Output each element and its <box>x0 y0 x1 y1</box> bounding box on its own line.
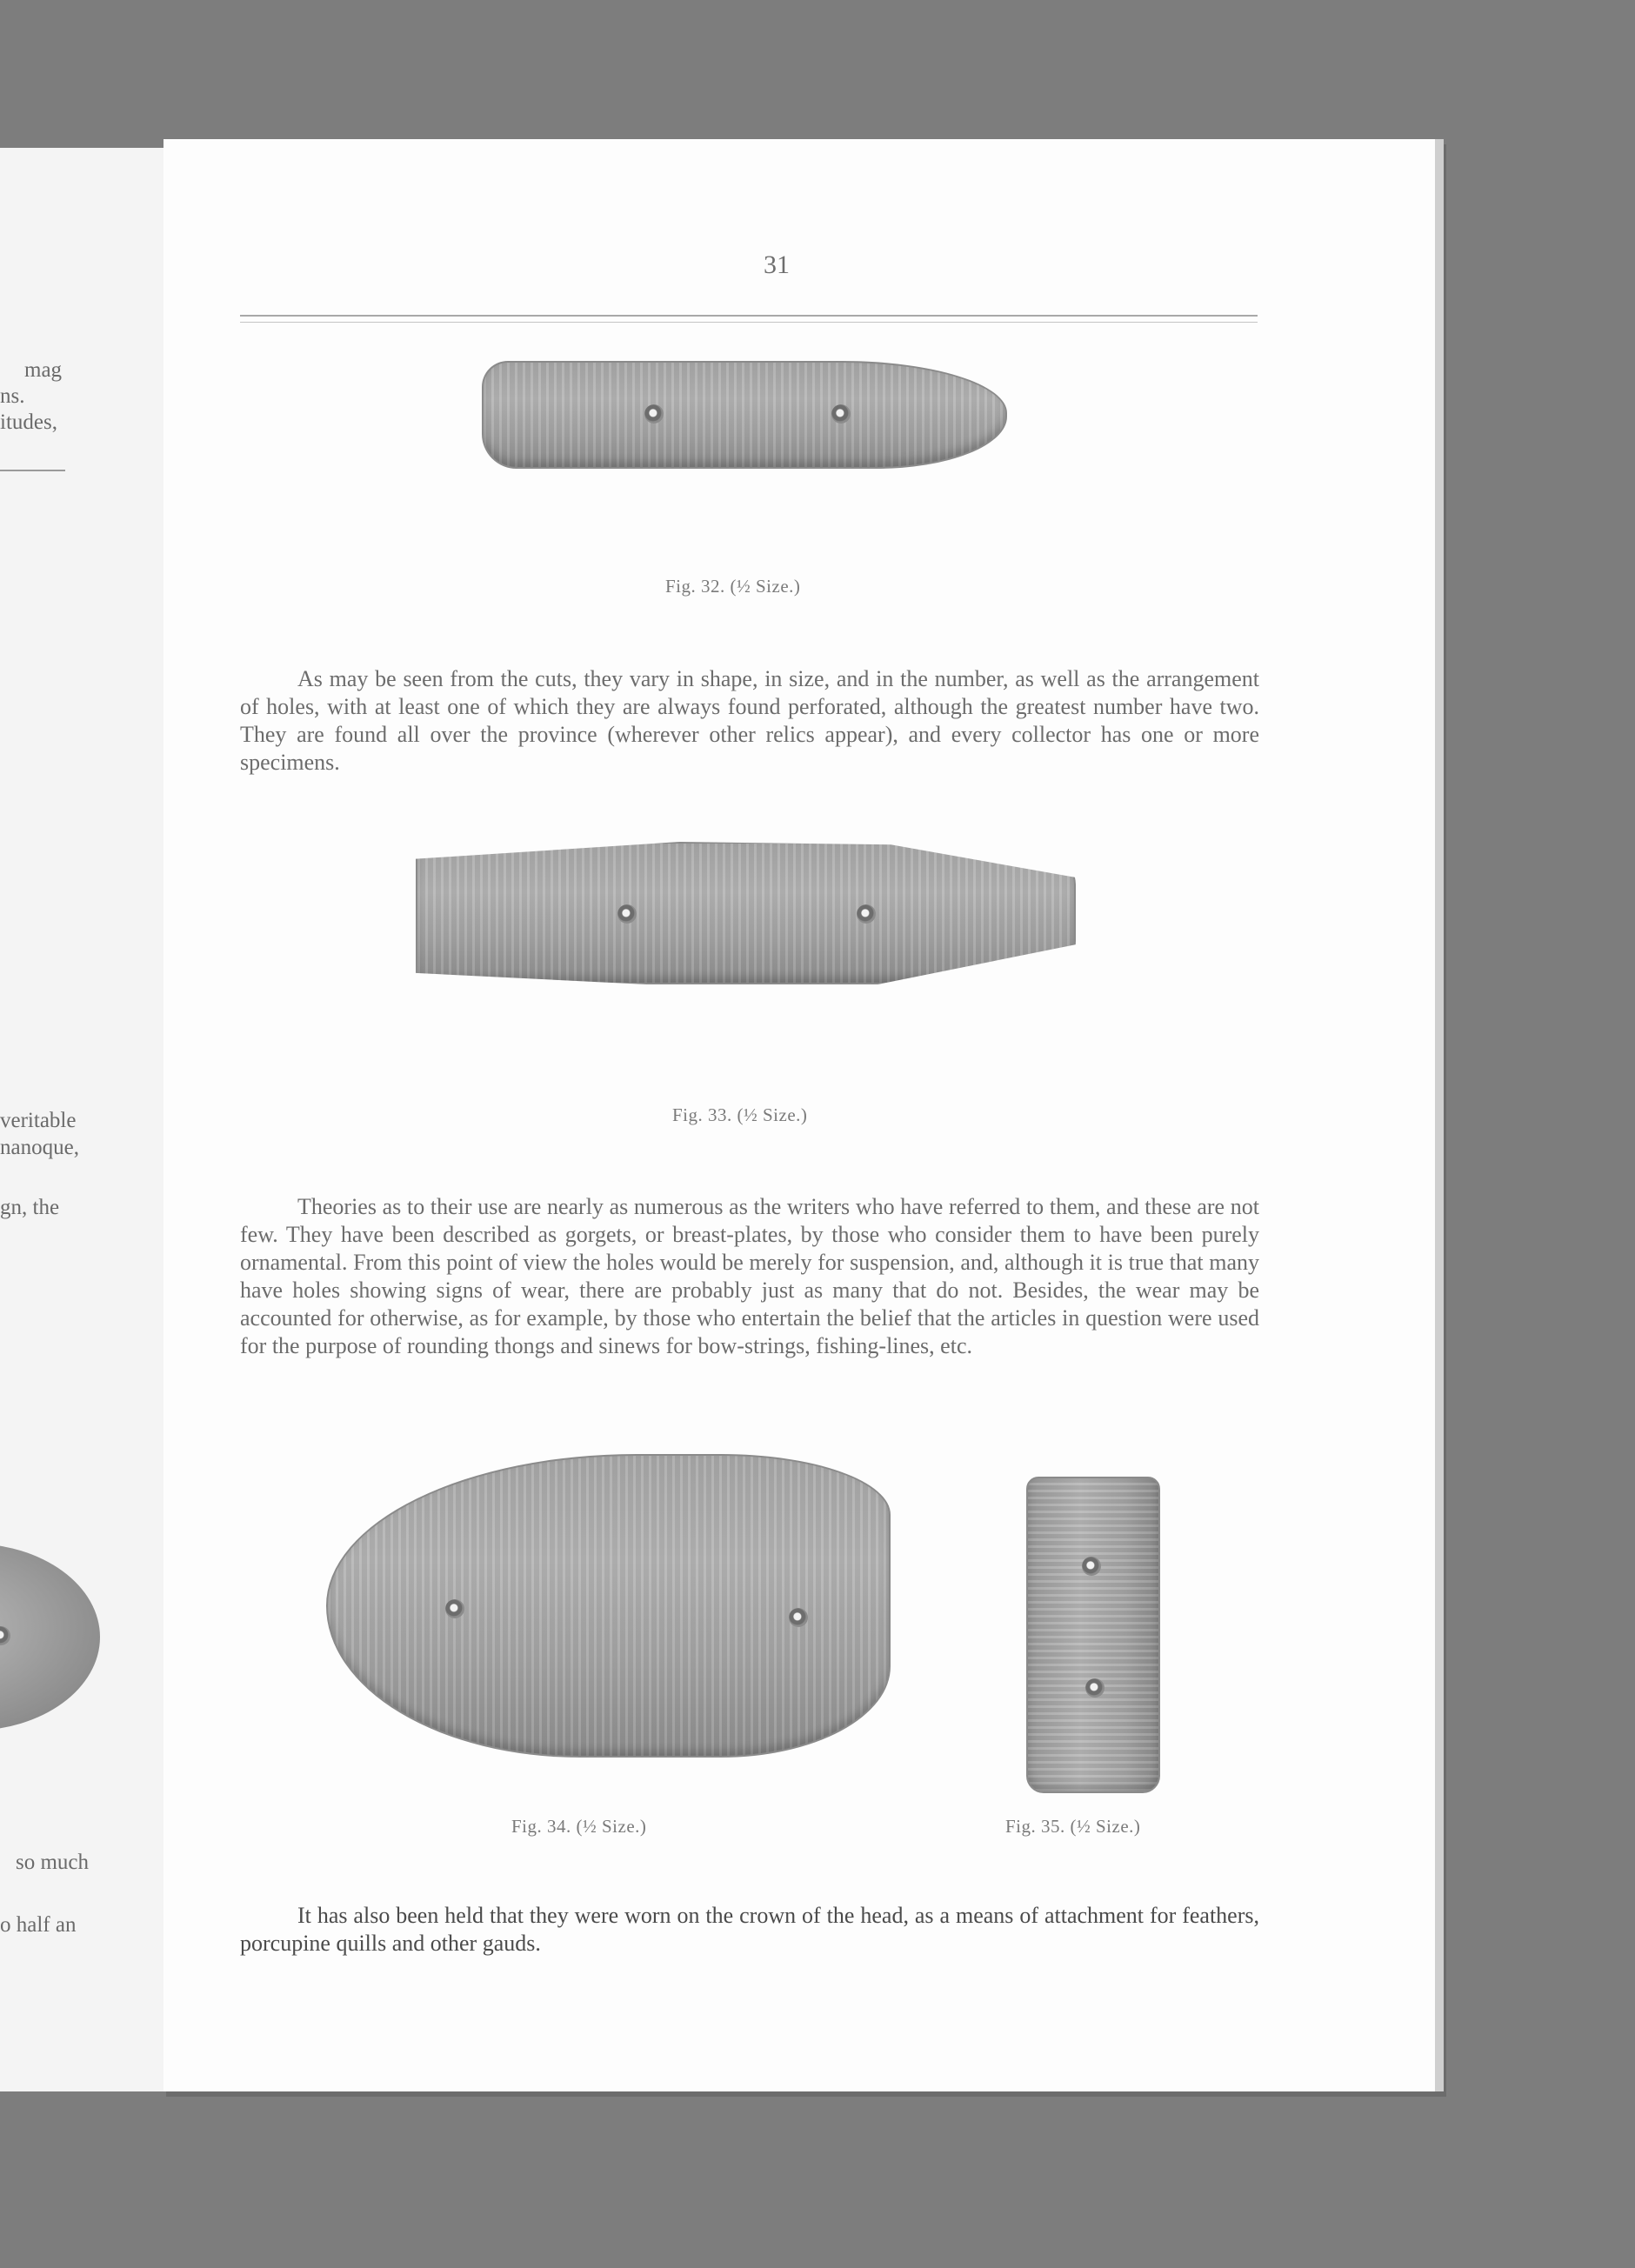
paragraph-variation: As may be seen from the cuts, they vary in shape, in size, and in the number, as well as the arrangement of holes, with at least one of which they are always found perforated, although the greatest number have two. They are found all over the province (wherever other relics appear), and every collector has one or more specimens. <box>240 666 1259 775</box>
paragraph-head-attachment: It has also been held that they were worn on the crown of the head, as a means of attachment for feathers, porcupine quills and other gauds. <box>240 1903 1259 1956</box>
perforation-hole <box>789 1608 808 1627</box>
figure-34-stone <box>326 1454 891 1758</box>
header-rule-thin <box>240 322 1258 323</box>
book-page <box>164 139 1444 2091</box>
left-text-fragment: itudes, <box>0 410 57 434</box>
figure-32-stone <box>482 361 1007 469</box>
page-number: 31 <box>764 250 790 279</box>
left-page-stone-figure <box>0 1544 100 1731</box>
left-text-fragment: mag <box>24 358 63 382</box>
perforation-hole <box>1082 1557 1101 1576</box>
left-text-fragment: ns. <box>0 384 25 408</box>
figure-32-caption: Fig. 32. (½ Size.) <box>665 576 801 597</box>
perforation-hole <box>831 404 851 424</box>
left-facing-page <box>0 148 169 2091</box>
left-page-rule <box>0 470 65 471</box>
figure-33-caption: Fig. 33. (½ Size.) <box>672 1104 808 1125</box>
header-rule <box>240 315 1258 317</box>
figure-33-stone <box>416 842 1076 984</box>
paragraph-theories: Theories as to their use are nearly as numerous as the writers who have referred to them, and these are not few. They have been described as gorgets, or breast-plates, by those who consider them to have been purely ornamental. From this point of view the holes would be merely for suspension, and, although it is true that many have holes showing signs of wear, there are probably just as many that do not. Besides, the wear may be accounted for otherwise, as for example, by those who entertain the belief that the articles in question were used for the purpose of rounding thongs and sinews for bow-strings, fishing-lines, etc. <box>240 1194 1259 1358</box>
perforation-hole <box>0 1626 10 1645</box>
left-text-fragment: gn, the <box>0 1196 60 1219</box>
left-text-fragment: o half an <box>0 1913 77 1937</box>
perforation-hole <box>857 904 876 924</box>
perforation-hole <box>617 904 637 924</box>
figure-35-stone <box>1026 1477 1160 1793</box>
figure-34-caption: Fig. 34. (½ Size.) <box>511 1816 647 1837</box>
left-text-fragment: so much <box>16 1851 90 1874</box>
perforation-hole <box>445 1599 464 1618</box>
left-text-fragment: nanoque, <box>0 1136 79 1159</box>
perforation-hole <box>1085 1678 1104 1698</box>
left-text-fragment: veritable <box>0 1109 77 1132</box>
perforation-hole <box>644 404 664 424</box>
figure-35-caption: Fig. 35. (½ Size.) <box>1005 1816 1141 1837</box>
